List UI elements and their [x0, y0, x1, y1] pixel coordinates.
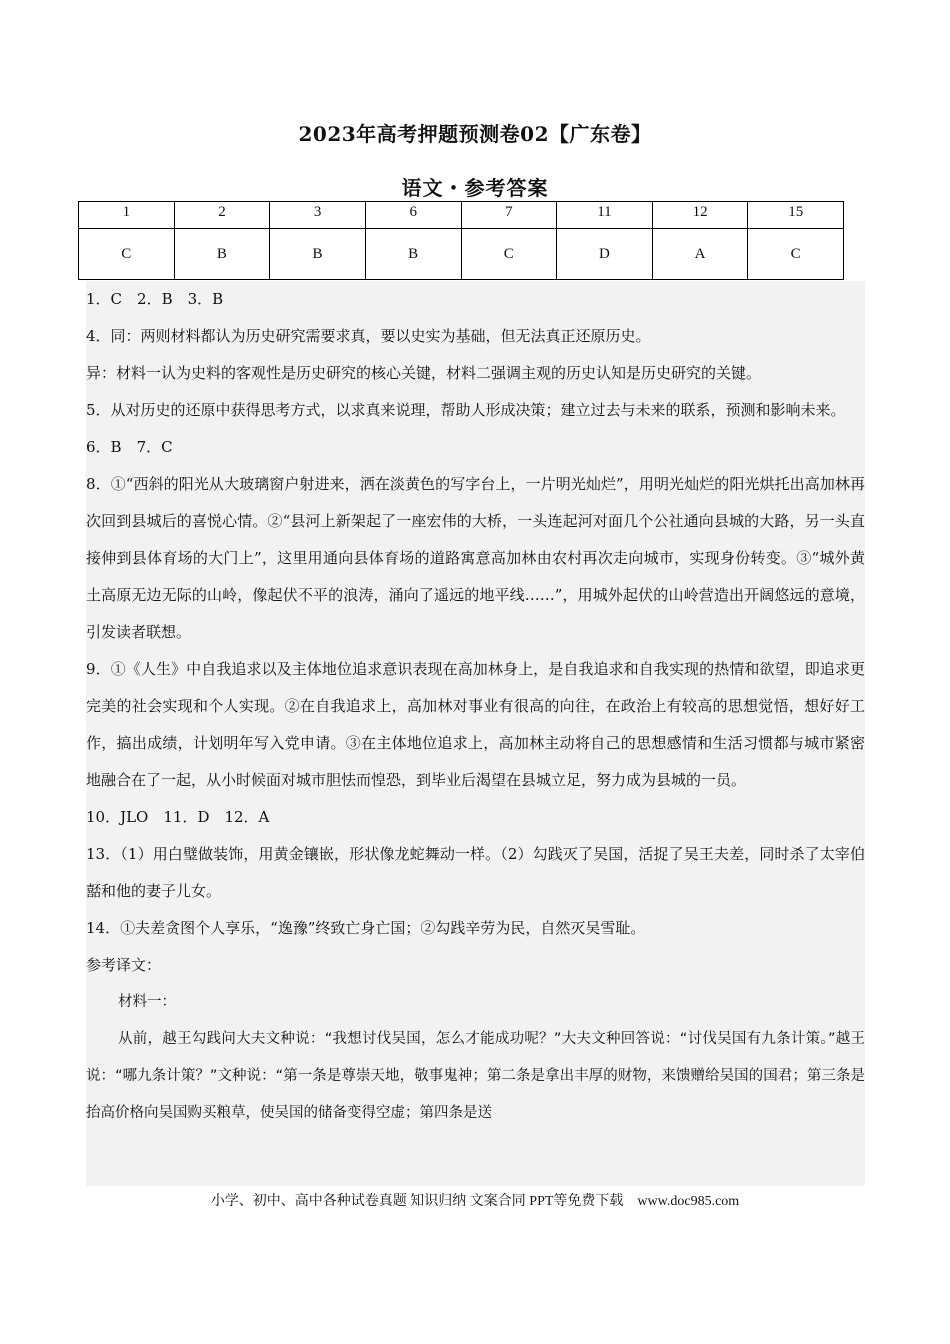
document-subtitle: 语文・参考答案: [401, 176, 549, 200]
answer-table: [78, 201, 844, 280]
answer-cell: C: [79, 229, 175, 280]
translation-text: 从前，越王勾践问大夫文种说：“我想讨伐吴国，怎么才能成功呢？”大夫文种回答说：“讨伐吴国有九条计策。”越王说：“哪九条计策？”文种说：“第一条是尊崇天地，敬事鬼神；第二条是拿出丰厚的财物，来馈赠给吴国的国君；第三条是抬高价格向吴国购买粮草，使吴国的储备变得空虚；第四条是送: [86, 1031, 865, 1121]
answer-cell: C: [461, 229, 557, 280]
answer-paragraph: 4．同：两则材料都认为历史研究需要求真，要以史实为基础，但无法真正还原历史。: [86, 327, 651, 345]
question-number-cell: 1: [79, 202, 175, 229]
answer-cell: B: [365, 229, 461, 280]
answer-cell: B: [270, 229, 366, 280]
translation-heading: 材料一：: [118, 994, 176, 1010]
answer-paragraph: 9．①《人生》中自我追求以及主体地位追求意识表现在高加林身上，是自我追求和自我实现的热情和欲望，即追求更完美的社会实现和个人实现。②在自我追求上，高加林对事业有很高的向往，在政治上有较高的思想觉悟，想好好工作，搞出成绩，计划明年写入党申请。③在主体地位追求上，高加林主动将自己的思想感情和生活习惯都与城市紧密地融合在了一起，从小时候面对城市胆怯而惶恐，到毕业后渴望在县城立足，努力成为县城的一员。: [86, 660, 865, 789]
translation-label: 参考译文：: [86, 956, 162, 974]
question-number-cell: 2: [174, 202, 270, 229]
answer-row: [79, 229, 844, 280]
answer-paragraph: 6．B 7．C: [86, 438, 173, 456]
question-number-row: [79, 202, 844, 229]
answer-cell: B: [174, 229, 270, 280]
answer-cell: C: [748, 229, 844, 280]
answer-paragraph: 5．从对历史的还原中获得思考方式，以求真来说理，帮助人形成决策；建立过去与未来的联系，预测和影响未来。: [86, 401, 846, 419]
question-number-cell: 3: [270, 202, 366, 229]
answer-content: [86, 281, 865, 1186]
question-number-cell: 12: [652, 202, 748, 229]
document-title: 2023年高考押题预测卷02【广东卷】: [298, 122, 652, 146]
answer-cell: A: [652, 229, 748, 280]
answer-paragraph: 14．①夫差贪图个人享乐，“逸豫”终致亡身亡国；②勾践辛劳为民，自然灭吴雪耻。: [86, 919, 646, 937]
answer-paragraph: 10．JLO 11．D 12．A: [86, 808, 270, 826]
answer-cell: D: [557, 229, 653, 280]
question-number-cell: 15: [748, 202, 844, 229]
page-footer: 小学、初中、高中各种试卷真题 知识归纳 文案合同 PPT等免费下载 www.doc985.com: [210, 1194, 740, 1209]
answer-paragraph: 1．C 2．B 3．B: [86, 290, 224, 308]
answer-paragraph: 8．①“西斜的阳光从大玻璃窗户射进来，洒在淡黄色的写字台上，一片明光灿烂”，用明光灿烂的阳光烘托出高加林再次回到县城后的喜悦心情。②“县河上新架起了一座宏伟的大桥，一头连起河对面几个公社通向县城的大路，另一头直接伸到县体育场的大门上”，这里用通向县体育场的道路寓意高加林由农村再次走向城市，实现身份转变。③“城外黄土高原无边无际的山岭，像起伏不平的浪涛，涌向了遥远的地平线……”，用城外起伏的山岭营造出开阔悠远的意境，引发读者联想。: [86, 475, 865, 641]
answer-paragraph: 异：材料一认为史料的客观性是历史研究的核心关键，材料二强调主观的历史认知是历史研究的关键。: [86, 364, 762, 382]
question-number-cell: 6: [365, 202, 461, 229]
question-number-cell: 11: [557, 202, 653, 229]
question-number-cell: 7: [461, 202, 557, 229]
answer-paragraph: 13．（1）用白璧做装饰，用黄金镶嵌，形状像龙蛇舞动一样。（2）勾践灭了吴国，活捉了吴王夫差，同时杀了太宰伯嚭和他的妻子儿女。: [86, 845, 865, 900]
